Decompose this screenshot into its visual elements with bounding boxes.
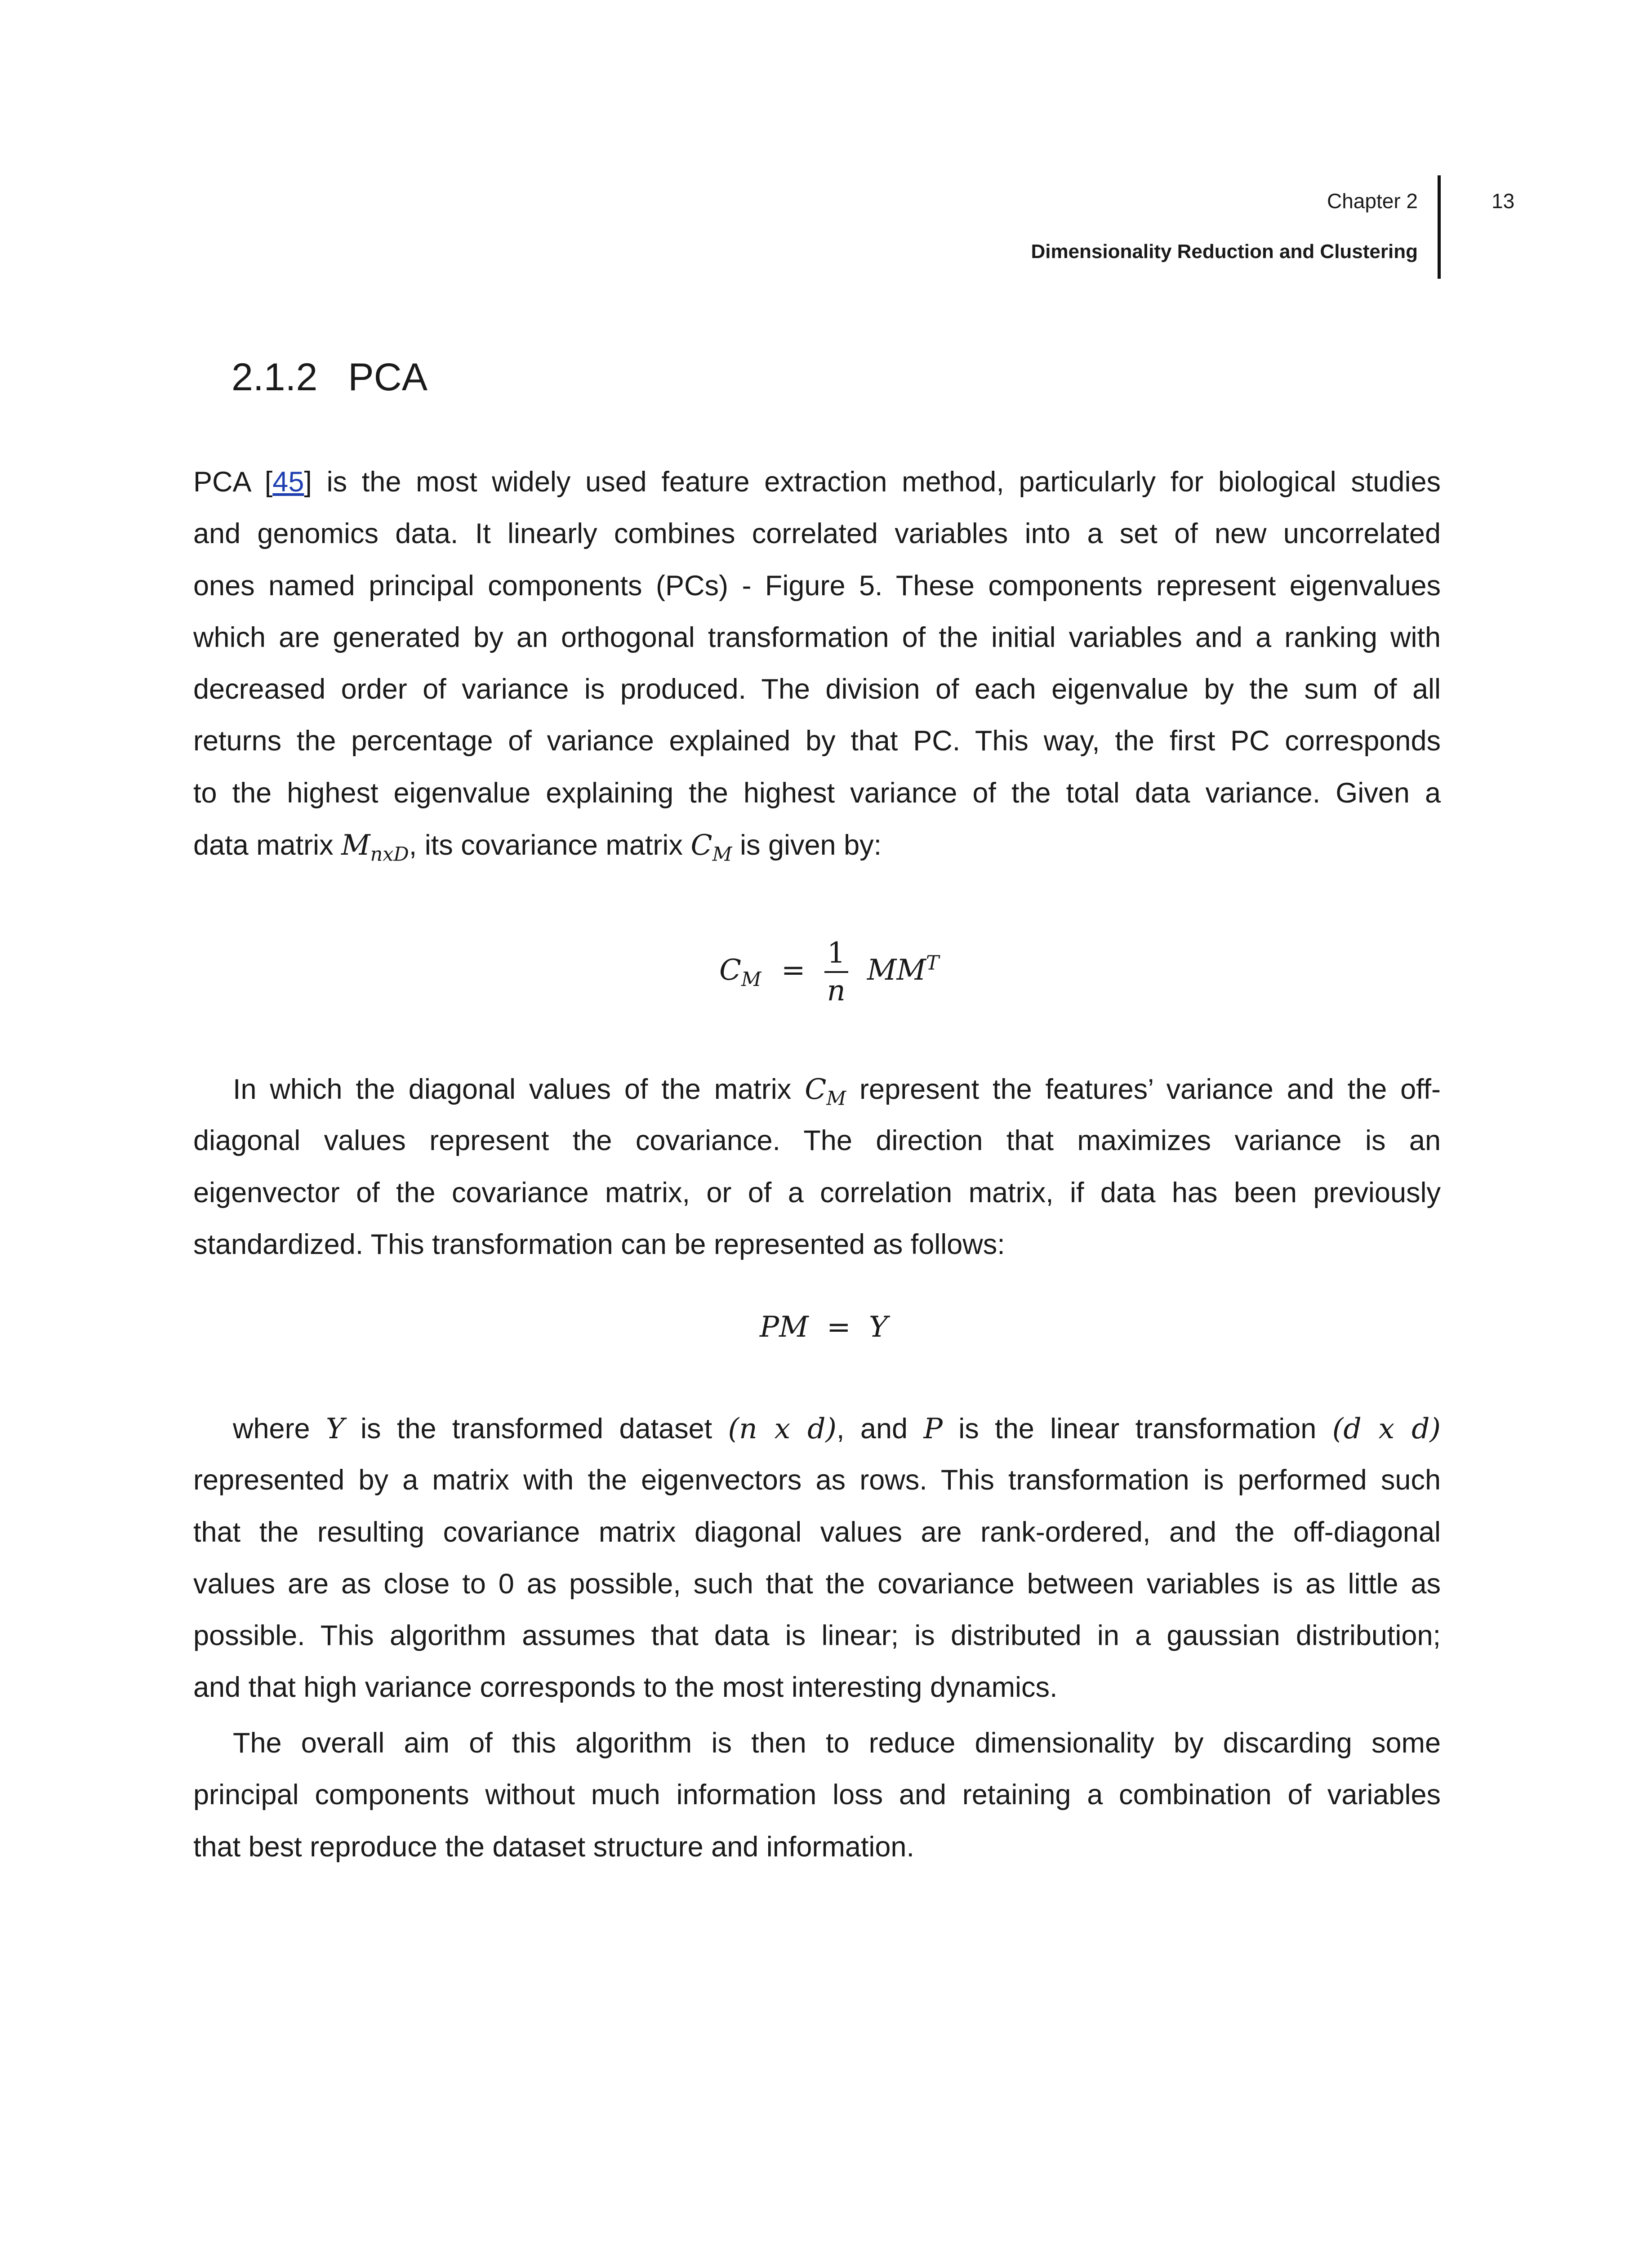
inline-math-matrix: $M_{nxD}$ (341, 829, 409, 866)
section-number: 2.1.2 (232, 356, 318, 399)
text-line: eigenvector of the covariance matrix, or of a correlation matrix, if data has been previously (193, 1177, 1441, 1209)
text-line: that best reproduce the dataset structure and information. (193, 1831, 914, 1863)
text-line: ones named principal components (PCs) - Figure 5. These components represent eigenvalues (193, 570, 1441, 602)
text-line: In which the diagonal values of the matrix $C_M$ represent the features’ variance and the off- (233, 1073, 1441, 1110)
text-line: represented by a matrix with the eigenvectors as rows. This transformation is performed such (193, 1464, 1441, 1496)
paragraph-intro (193, 456, 1441, 871)
running-header-title: Dimensionality Reduction and Clustering (1031, 241, 1418, 263)
text-line: possible. This algorithm assumes that data is linear; is distributed in a gaussian distribution; (193, 1620, 1441, 1652)
text-line: PCA [45] is the most widely used feature extraction method, particularly for biological studies (193, 466, 1441, 498)
text-line: which are generated by an orthogonal transformation of the initial variables and a ranking with (193, 621, 1441, 653)
text-line: and that high variance corresponds to the most interesting dynamics. (193, 1672, 1058, 1704)
section-heading (232, 355, 427, 400)
page-number: 13 (1492, 189, 1515, 213)
paragraph-aim (193, 1717, 1441, 1873)
text-line: where Y is the transformed dataset (n x d), and P is the linear transformation (d x d) (233, 1412, 1441, 1445)
paragraph-diagonal (193, 1063, 1441, 1271)
equation-transformation: PM = Y (760, 1311, 888, 1344)
fraction: $\frac{1}{n}$ (824, 935, 848, 1009)
section-title: PCA (348, 356, 428, 399)
text-line: and genomics data. It linearly combines correlated variables into a set of new uncorrelated (193, 518, 1441, 550)
text-line: to the highest eigenvalue explaining the highest variance of the total data variance. Given a (193, 777, 1441, 809)
text-line: standardized. This transformation can be represented as follows: (193, 1228, 1005, 1260)
text-line: data matrix $M_{nxD}$, its covariance matrix $C_M$ is given by: (193, 829, 882, 866)
equation-covariance: $C_M$ = $\frac{1}{n}$ $MM^T$ (719, 935, 939, 1009)
text-line: values are as close to 0 as possible, such that the covariance between variables is as little as (193, 1568, 1441, 1600)
text-line: The overall aim of this algorithm is then to reduce dimensionality by discarding some (233, 1727, 1441, 1759)
header-divider (1438, 175, 1441, 279)
paragraph-where (193, 1403, 1441, 1714)
text-line: decreased order of variance is produced. The division of each eigenvalue by the sum of all (193, 674, 1441, 705)
text-line: diagonal values represent the covariance. The direction that maximizes variance is an (193, 1125, 1441, 1157)
running-header-chapter: Chapter 2 (1327, 189, 1418, 213)
text-line: that the resulting covariance matrix diagonal values are rank-ordered, and the off-diagonal (193, 1516, 1441, 1548)
inline-math-covariance: $C_M$ (690, 829, 732, 866)
citation-link[interactable]: 45 (272, 466, 304, 498)
text-line: principal components without much information loss and retaining a combination of variables (193, 1779, 1441, 1811)
text-line: returns the percentage of variance explained by that PC. This way, the first PC corresponds (193, 725, 1441, 757)
